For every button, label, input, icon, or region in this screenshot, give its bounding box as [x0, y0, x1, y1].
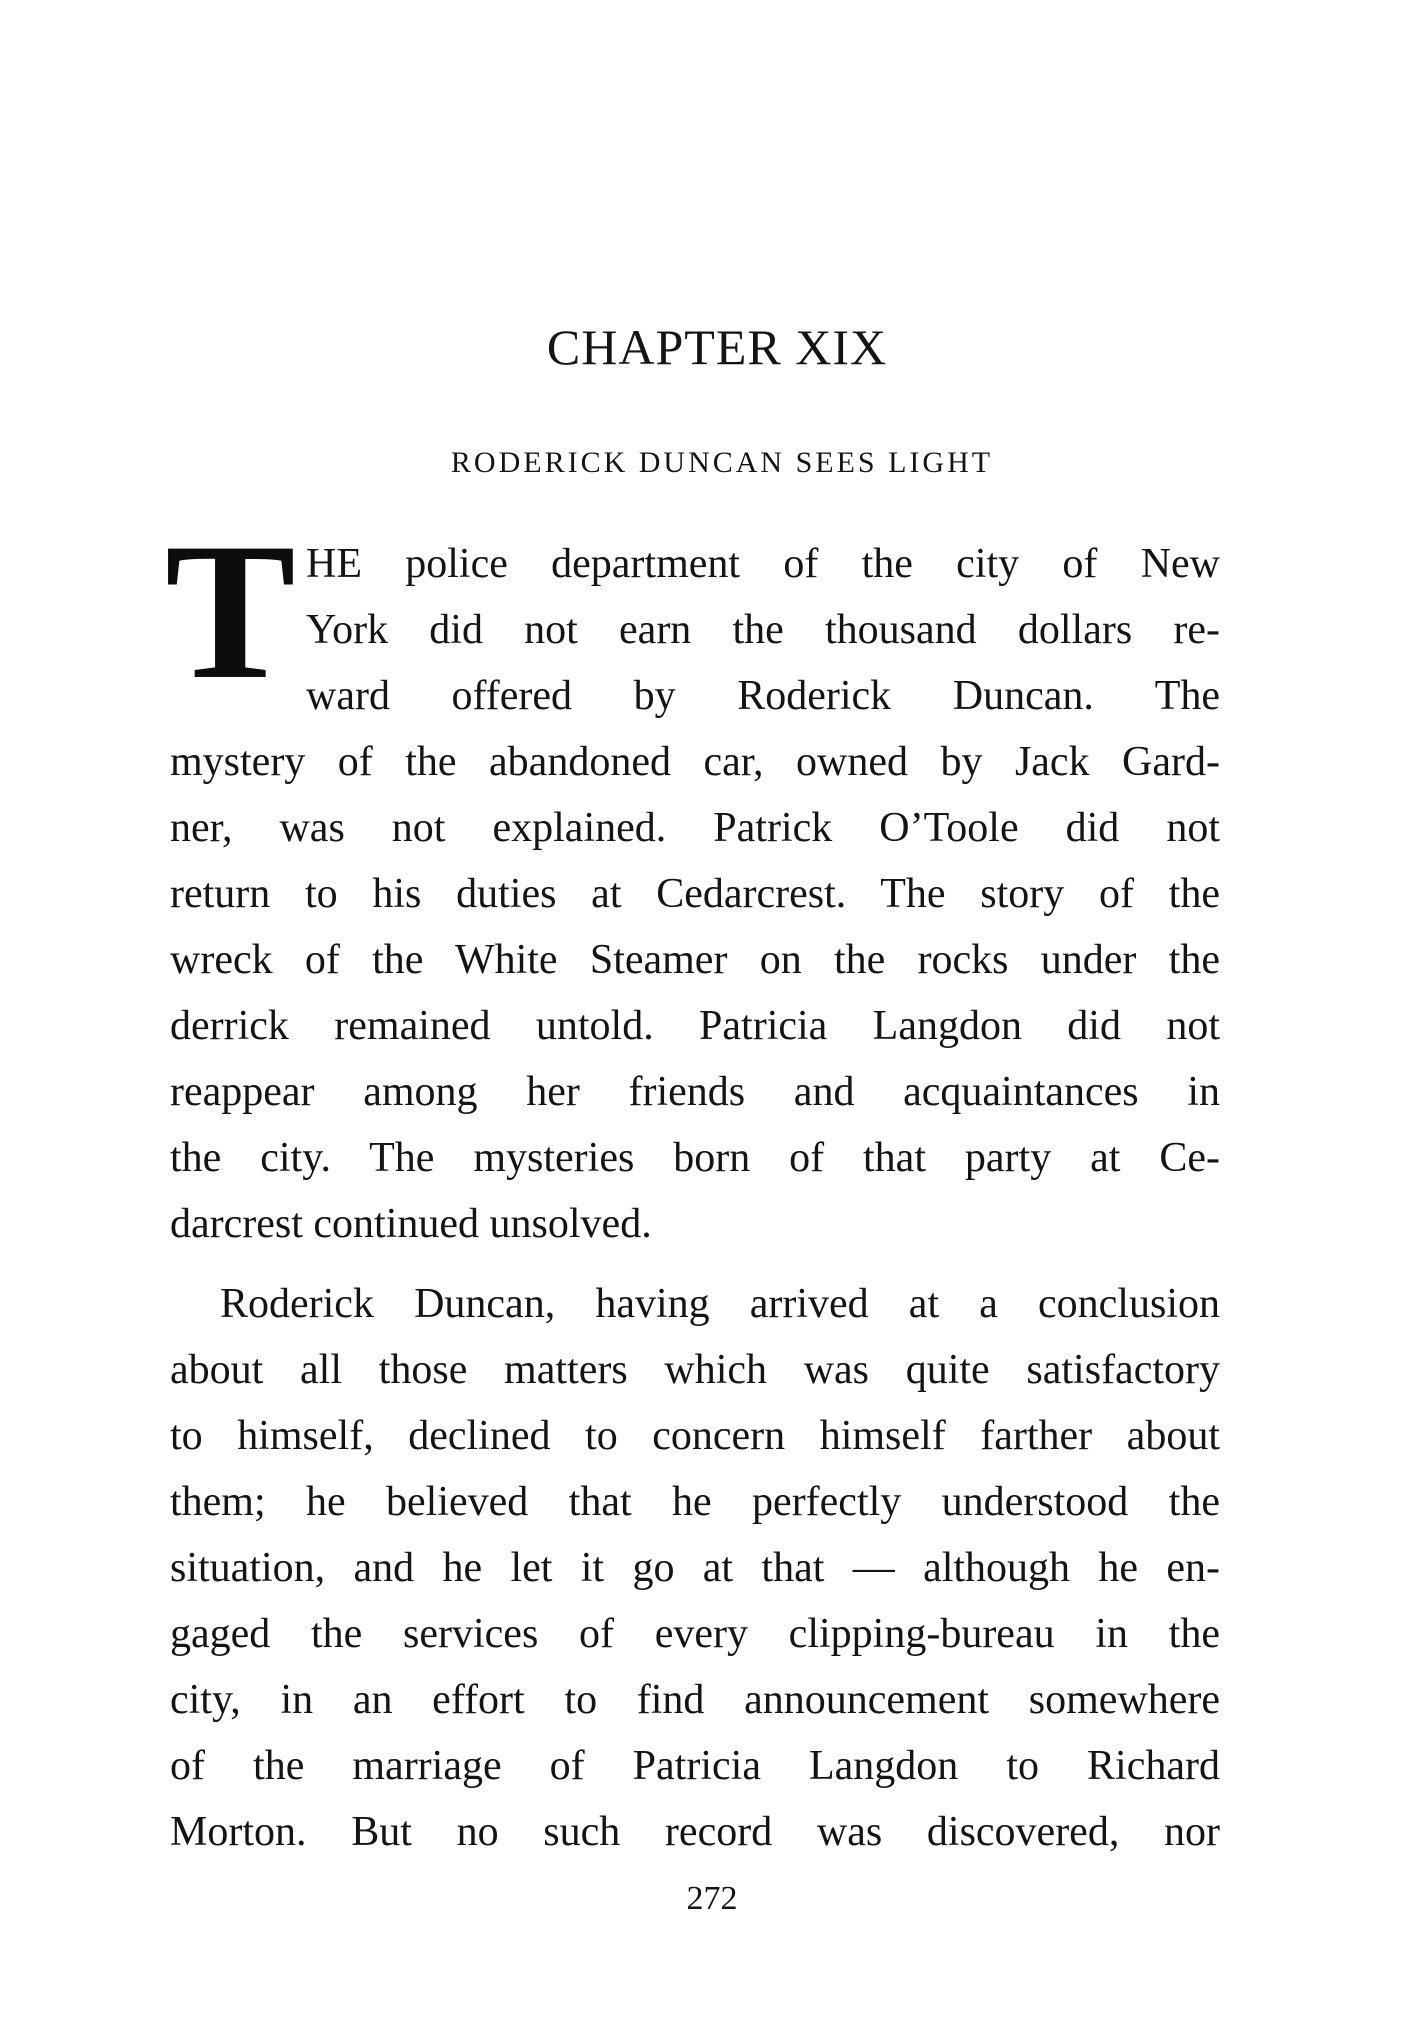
text-line: Morton. But no such record was discovered, nor: [170, 1809, 1220, 1855]
text-line: of the marriage of Patricia Langdon to Richard: [170, 1743, 1220, 1789]
text-line: return to his duties at Cedarcrest. The story of the: [170, 871, 1220, 917]
chapter-title: RODERICK DUNCAN SEES LIGHT: [450, 446, 994, 479]
text-line: the city. The mysteries born of that party at Ce-: [170, 1135, 1220, 1181]
text-line: gaged the services of every clipping-bureau in the: [170, 1611, 1220, 1657]
drop-cap: T: [165, 503, 296, 720]
text-line: ner, was not explained. Patrick O’Toole did not: [170, 805, 1220, 851]
text-line: wreck of the White Steamer on the rocks under the: [170, 937, 1220, 983]
text-line: York did not earn the thousand dollars re-: [306, 607, 1220, 653]
text-line: derrick remained untold. Patricia Langdon did not: [170, 1003, 1220, 1049]
text-line: darcrest continued unsolved.: [170, 1201, 652, 1247]
text-line: city, in an effort to find announcement somewhere: [170, 1677, 1220, 1723]
text-line: HE police department of the city of New: [306, 541, 1220, 587]
text-line: them; he believed that he perfectly understood the: [170, 1479, 1220, 1525]
page-number: 272: [686, 1880, 738, 1917]
text-line: mystery of the abandoned car, owned by Jack Gard-: [170, 739, 1220, 785]
text-line: ward offered by Roderick Duncan. The: [306, 673, 1220, 719]
text-line: situation, and he let it go at that — although he en-: [170, 1545, 1220, 1591]
text-line: Roderick Duncan, having arrived at a conclusion: [220, 1281, 1220, 1327]
text-line: reappear among her friends and acquaintances in: [170, 1069, 1220, 1115]
text-line: about all those matters which was quite satisfactory: [170, 1347, 1220, 1393]
text-line: to himself, declined to concern himself farther about: [170, 1413, 1220, 1459]
chapter-heading: CHAPTER XIX: [546, 319, 888, 375]
